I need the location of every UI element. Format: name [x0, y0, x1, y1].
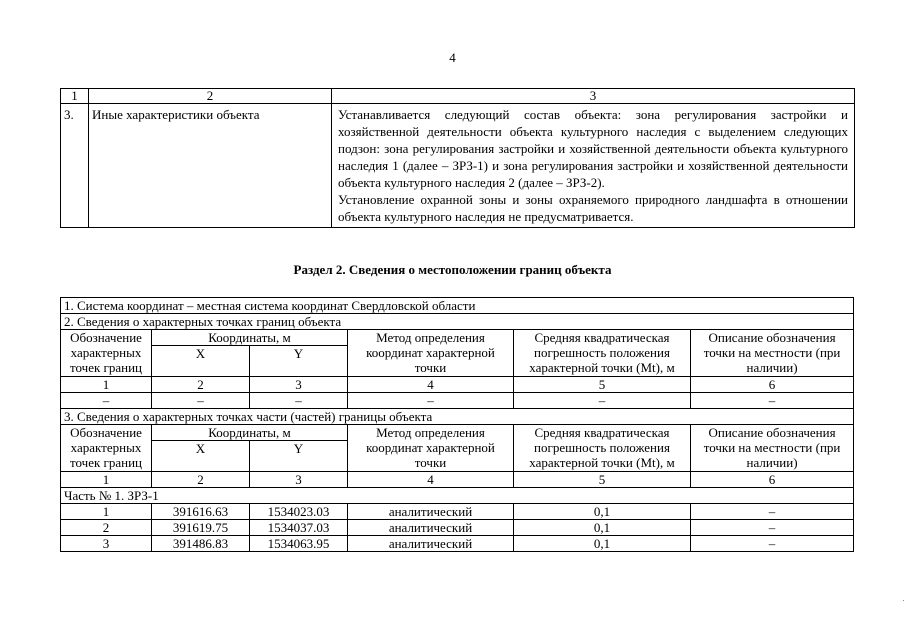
point-method: аналитический: [348, 536, 514, 552]
empty-cell: –: [514, 393, 691, 409]
x-header: X: [152, 441, 250, 472]
point-description: –: [691, 536, 854, 552]
designation-header: Обозначение характерных точек границ: [61, 425, 152, 472]
page-number: 4: [449, 50, 456, 65]
point-row: [61, 536, 854, 552]
point-number: 1: [61, 504, 152, 520]
point-x: 391616.63: [152, 504, 250, 520]
col-number: 2: [152, 377, 250, 393]
point-method: аналитический: [348, 504, 514, 520]
empty-cell: –: [61, 393, 152, 409]
empty-cell: –: [250, 393, 348, 409]
col-number: 6: [691, 377, 854, 393]
section-title: Раздел 2. Сведения о местоположении границ объекта: [293, 262, 612, 277]
point-row: [61, 504, 854, 520]
col-number: 2: [152, 472, 250, 488]
empty-cell: –: [691, 393, 854, 409]
description-paragraph: Установление охранной зоны и зоны охраняемого природного ландшафта в отношении объекта культурного наследия не предусматривается.: [338, 192, 848, 224]
col-number: 5: [514, 472, 691, 488]
description-paragraph: Устанавливается следующий состав объекта: зона регулирования застройки и хозяйственной деятельности объекта культурного наследия с выделением следующих подзон: зона регулирования застройки и хозяйственной деятельности объекта культурного наследия 1 (далее – ЗРЗ-1) и зона регулирования застройки и хозяйственной деятельности объекта культурного наследия 2 (далее – ЗРЗ-2).: [338, 107, 848, 190]
coords-header: Координаты, м: [152, 330, 348, 346]
error-header: Средняя квадратическая погрешность положения характерной точки (Mt), м: [514, 330, 691, 377]
point-method: аналитический: [348, 520, 514, 536]
point-x: 391486.83: [152, 536, 250, 552]
x-header: X: [152, 346, 250, 377]
description-header: Описание обозначения точки на местности (при наличии): [691, 425, 854, 472]
point-x: 391619.75: [152, 520, 250, 536]
point-number: 3: [61, 536, 152, 552]
coord-system-row: 1. Система координат – местная система координат Свердловской области: [61, 298, 854, 314]
table1-col-2: 2: [89, 89, 332, 104]
column-numbers-row: [61, 377, 854, 393]
point-number: 2: [61, 520, 152, 536]
col-number: 3: [250, 472, 348, 488]
col-number: 4: [348, 472, 514, 488]
point-y: 1534037.03: [250, 520, 348, 536]
row-description: [332, 104, 855, 228]
point-error: 0,1: [514, 536, 691, 552]
point-error: 0,1: [514, 504, 691, 520]
col-number: 1: [61, 377, 152, 393]
parts-section-title: 3. Сведения о характерных точках части (частей) границы объекта: [61, 409, 854, 425]
point-y: 1534023.03: [250, 504, 348, 520]
row-number: 3.: [61, 104, 89, 228]
col-number: 4: [348, 377, 514, 393]
empty-cell: –: [348, 393, 514, 409]
col-number: 1: [61, 472, 152, 488]
col-number: 3: [250, 377, 348, 393]
coords-header: Координаты, м: [152, 425, 348, 441]
point-description: –: [691, 504, 854, 520]
table1-row: [61, 104, 855, 228]
y-header: Y: [250, 346, 348, 377]
method-header: Метод определения координат характерной точки: [348, 425, 514, 472]
description-header: Описание обозначения точки на местности (при наличии): [691, 330, 854, 377]
point-error: 0,1: [514, 520, 691, 536]
point-y: 1534063.95: [250, 536, 348, 552]
part-label: Часть № 1. ЗРЗ-1: [61, 488, 854, 504]
scan-artifact: [903, 600, 904, 601]
empty-points-row: [61, 393, 854, 409]
col-number: 5: [514, 377, 691, 393]
point-description: –: [691, 520, 854, 536]
method-header: Метод определения координат характерной точки: [348, 330, 514, 377]
table1-col-3: 3: [332, 89, 855, 104]
column-numbers-row: [61, 472, 854, 488]
col-number: 6: [691, 472, 854, 488]
table1-header-row: [61, 89, 855, 104]
points-section-title: 2. Сведения о характерных точках границ объекта: [61, 314, 854, 330]
error-header: Средняя квадратическая погрешность положения характерной точки (Mt), м: [514, 425, 691, 472]
row-label: Иные характеристики объекта: [89, 104, 332, 228]
y-header: Y: [250, 441, 348, 472]
boundary-points-table: [60, 297, 854, 552]
object-characteristics-table: [60, 88, 855, 228]
designation-header: Обозначение характерных точек границ: [61, 330, 152, 377]
point-row: [61, 520, 854, 536]
table1-col-1: 1: [61, 89, 89, 104]
empty-cell: –: [152, 393, 250, 409]
